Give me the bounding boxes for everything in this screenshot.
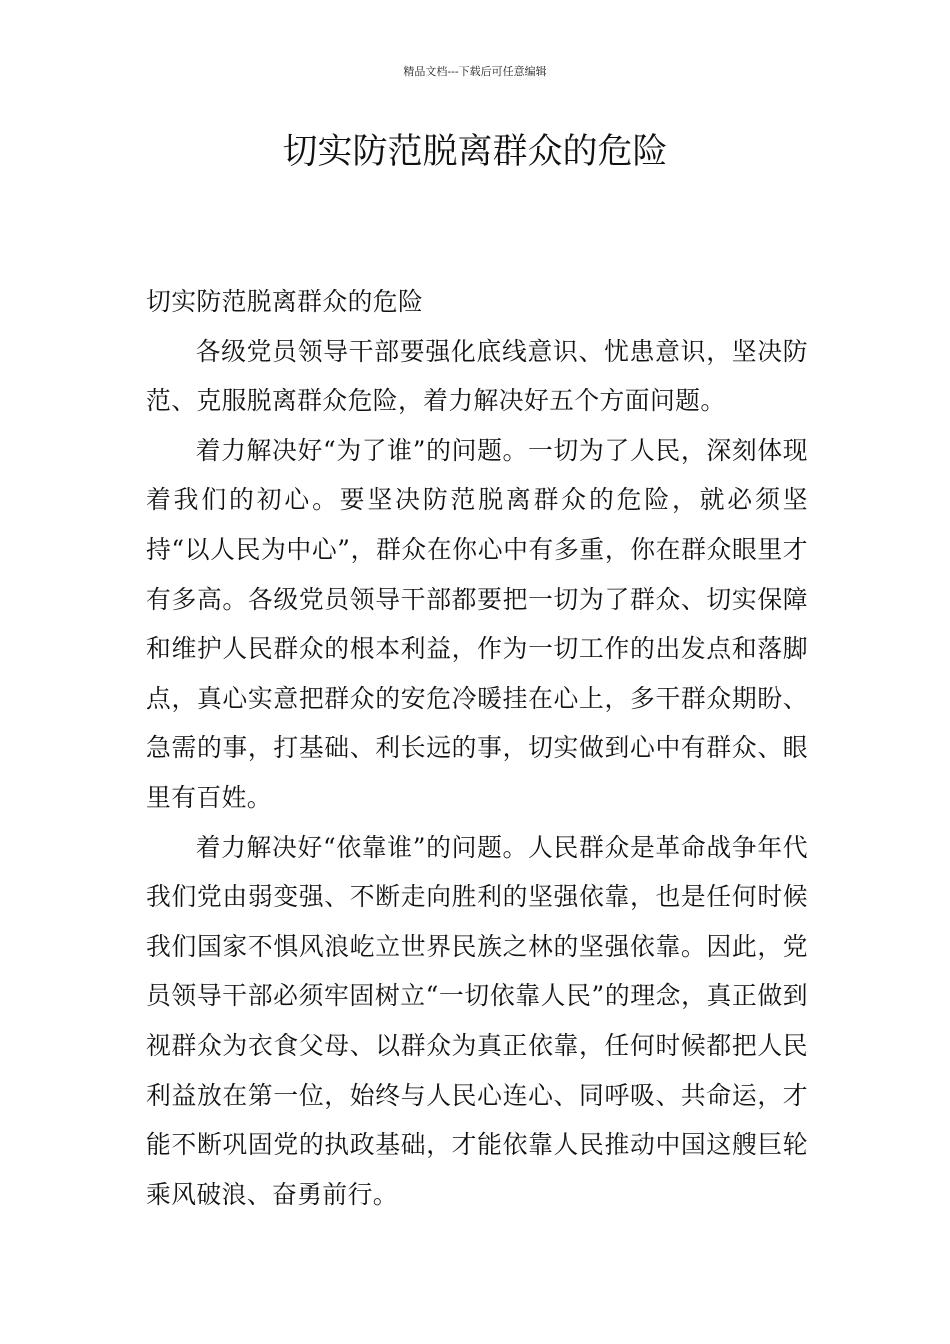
document-title: 切实防范脱离群众的危险	[282, 132, 668, 172]
paragraph-intro: 各级党员领导干部要强化底线意识、忧患意识，坚决防范、克服脱离群众危险，着力解决好五个方面问题。	[146, 336, 808, 416]
document-body	[146, 277, 808, 1219]
paragraph-rely-on-whom: 着力解决好“依靠谁”的问题。人民群众是革命战争年代我们党由弱变强、不断走向胜利的坚强依靠，也是任何时候我们国家不惧风浪屹立世界民族之林的坚强依靠。因此，党员领导干部必须牢固树立“一切依靠人民”的理念，真正做到视群众为衣食父母、以群众为真正依靠，任何时候都把人民利益放在第一位，始终与人民心连心、同呼吸、共命运，才能不断巩固党的执政基础，才能依靠人民推动中国这艘巨轮乘风破浪、奋勇前行。	[146, 832, 808, 1209]
document-subtitle: 切实防范脱离群众的危险	[146, 287, 424, 316]
paragraph-for-whom: 着力解决好“为了谁”的问题。一切为了人民，深刻体现着我们的初心。要坚决防范脱离群众的危险，就必须坚持“以人民为中心”，群众在你心中有多重，你在群众眼里才有多高。各级党员领导干部都要把一切为了群众、切实保障和维护人民群众的根本利益，作为一切工作的出发点和落脚点，真心实意把群众的安危冷暖挂在心上，多干群众期盼、急需的事，打基础、利长远的事，切实做到心中有群众、眼里有百姓。	[146, 435, 808, 812]
header-note: 精品文档---下载后可任意编辑	[403, 65, 547, 78]
